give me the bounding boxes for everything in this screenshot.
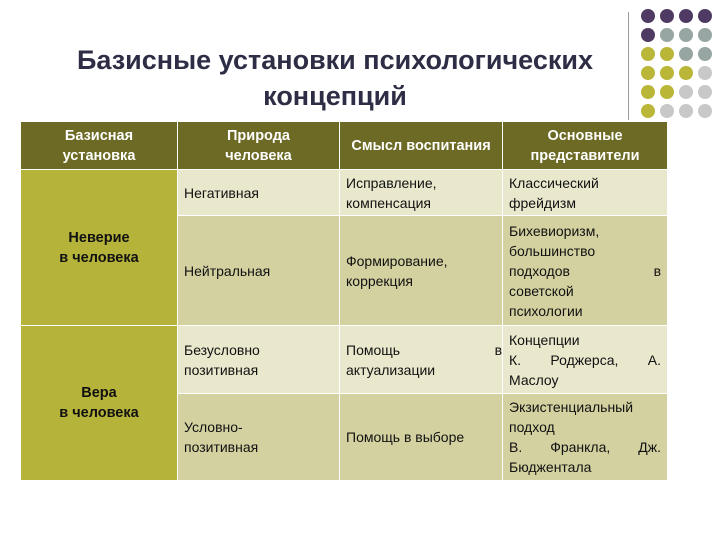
decorative-dot xyxy=(698,47,712,61)
slide-title-line: концепций xyxy=(263,81,407,111)
decorative-dot xyxy=(641,28,655,42)
decorative-dot xyxy=(641,104,655,118)
decorative-dot xyxy=(660,28,674,42)
cell-representatives: Классический фрейдизм xyxy=(503,170,668,216)
decorative-dot xyxy=(679,104,693,118)
cell-representatives: Экзистенциальный подход В. Франкла, Дж. Бюджентала xyxy=(503,394,668,481)
decorative-dot xyxy=(679,47,693,61)
table-row xyxy=(21,170,668,216)
cell-representatives: Бихевиоризм, большинство подходов в советской психологии xyxy=(503,216,668,326)
cell-meaning: Помощь в выборе xyxy=(340,394,503,481)
group-disbelief: Неверие в человека xyxy=(21,170,178,326)
decorative-dot xyxy=(698,85,712,99)
decorative-dot xyxy=(660,47,674,61)
slide-title-line: Базисные установки психологических xyxy=(77,45,593,75)
decorative-dot xyxy=(679,9,693,23)
cell-nature: Негативная xyxy=(178,170,340,216)
header-representatives: Основные представители xyxy=(503,122,668,170)
header-upbringing-meaning: Смысл воспитания xyxy=(340,122,503,170)
decorative-dot xyxy=(641,9,655,23)
cell-meaning: Формирование, коррекция xyxy=(340,216,503,326)
table-row xyxy=(21,326,668,394)
cell-nature: Нейтральная xyxy=(178,216,340,326)
group-belief: Вера в человека xyxy=(21,326,178,481)
header-human-nature: Природа человека xyxy=(178,122,340,170)
decorative-dot xyxy=(641,85,655,99)
decorative-dot xyxy=(698,104,712,118)
decorative-dot xyxy=(660,85,674,99)
decorative-dot xyxy=(660,9,674,23)
cell-meaning: Помощь в актуализации xyxy=(340,326,503,394)
slide-title xyxy=(40,42,630,114)
decorative-dot xyxy=(679,85,693,99)
table-header-row xyxy=(21,122,668,170)
decorative-dot xyxy=(698,28,712,42)
decorative-dot-grid xyxy=(641,9,712,118)
decorative-dot xyxy=(641,66,655,80)
cell-nature: Безусловно позитивная xyxy=(178,326,340,394)
cell-representatives: Концепции К. Роджерса, А. Маслоу xyxy=(503,326,668,394)
decorative-dot xyxy=(679,28,693,42)
cell-nature: Условно- позитивная xyxy=(178,394,340,481)
decorative-dot xyxy=(641,47,655,61)
decorative-dot xyxy=(698,9,712,23)
header-base-attitude: Базисная установка xyxy=(21,122,178,170)
decorative-dot xyxy=(660,104,674,118)
decorative-dot xyxy=(660,66,674,80)
cell-meaning: Исправление, компенсация xyxy=(340,170,503,216)
decorative-dot xyxy=(679,66,693,80)
concepts-table xyxy=(20,121,668,481)
decorative-dot xyxy=(698,66,712,80)
